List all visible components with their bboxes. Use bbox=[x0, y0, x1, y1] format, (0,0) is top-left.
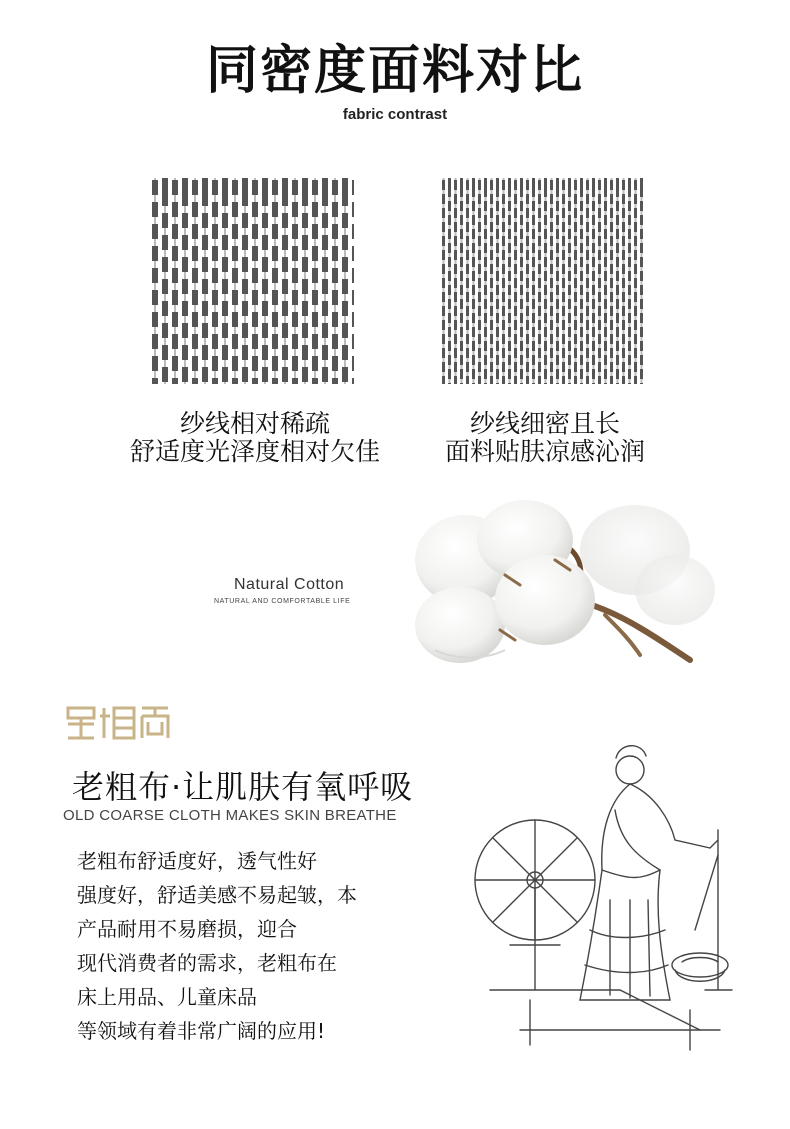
natural-cotton-subtitle: NATURAL AND COMFORTABLE LIFE bbox=[214, 598, 351, 605]
body-line: 强度好，舒适美感不易起皱，本 bbox=[77, 883, 357, 907]
fine-fabric-caption bbox=[390, 410, 700, 466]
body-line: 床上用品、儿童床品 bbox=[77, 985, 257, 1009]
coarse-caption-line2: 舒适度光泽度相对欠佳 bbox=[129, 437, 380, 466]
cotton-boll-image bbox=[405, 490, 715, 670]
natural-cotton-title: Natural Cotton bbox=[234, 576, 345, 593]
body-line: 等领域有着非常广阔的应用! bbox=[77, 1019, 326, 1043]
fine-weave-swatch bbox=[440, 178, 644, 384]
section-heading-en: OLD COARSE CLOTH MAKES SKIN BREATHE bbox=[63, 807, 397, 824]
page-title: 同密度面料对比 bbox=[205, 41, 584, 101]
seal-logo bbox=[64, 704, 174, 740]
coarse-weave-swatch bbox=[150, 178, 354, 384]
section-heading: 老粗布·让肌肤有氧呼吸 bbox=[72, 768, 414, 806]
section-body bbox=[77, 844, 357, 1048]
body-line: 老粗布舒适度好，透气性好 bbox=[77, 849, 317, 873]
coarse-caption-line1: 纱线相对稀疏 bbox=[179, 409, 330, 438]
body-line: 现代消费者的需求，老粗布在 bbox=[77, 951, 337, 975]
body-line: 产品耐用不易磨损，迎合 bbox=[77, 917, 297, 941]
fine-caption-line1: 纱线细密且长 bbox=[469, 409, 620, 438]
page-subtitle: fabric contrast bbox=[342, 106, 448, 123]
fine-caption-line2: 面料贴肤凉感沁润 bbox=[444, 437, 645, 466]
spinning-wheel-illustration bbox=[470, 730, 770, 1060]
coarse-fabric-caption bbox=[100, 410, 410, 466]
